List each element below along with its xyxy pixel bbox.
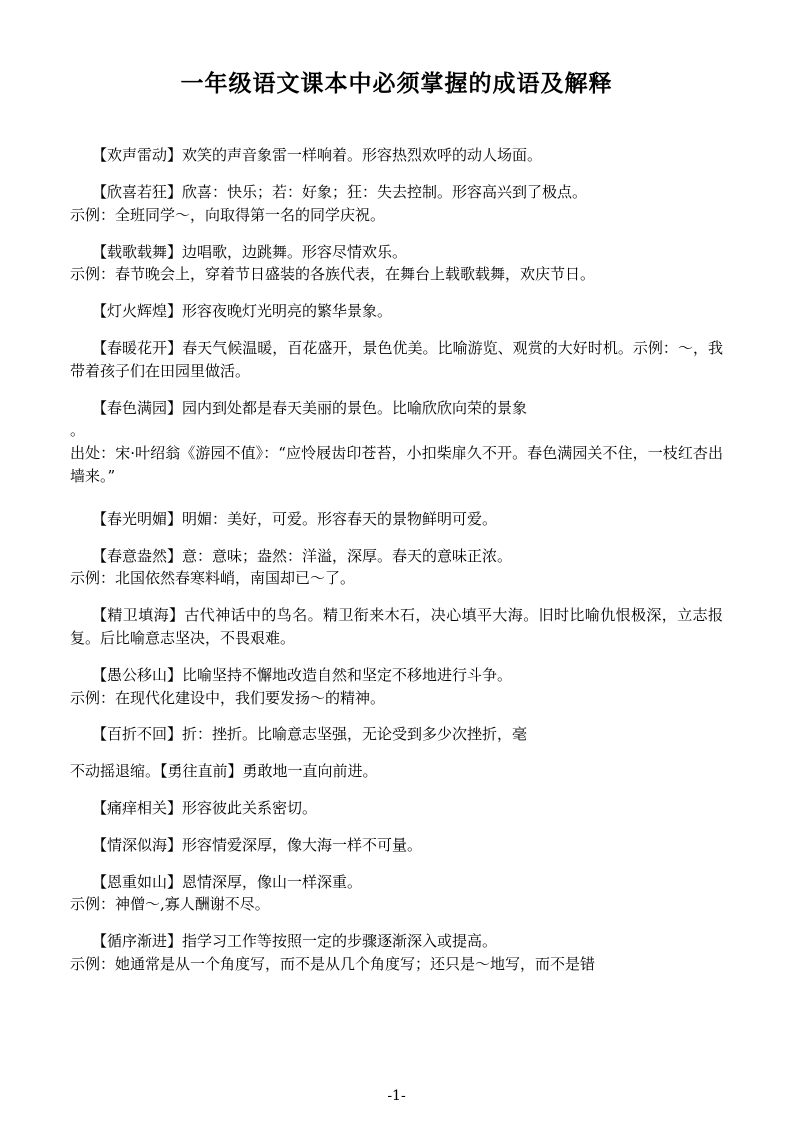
idiom-definition: 【百折不回】折：挫折。比喻意志坚强，无论受到多少次挫折，毫 bbox=[92, 725, 528, 744]
idiom-example: 示例：春节晚会上，穿着节日盛装的各族代表，在舞台上载歌载舞，欢庆节日。 bbox=[70, 265, 596, 284]
idiom-definition: 【精卫填海】古代神话中的鸟名。精卫衔来木石，决心填平大海。旧时比喻仇恨极深，立志报复。后比喻意志坚决，不畏艰难。 bbox=[70, 606, 723, 647]
idiom-example: 。 bbox=[70, 421, 86, 440]
idiom-entry bbox=[70, 604, 723, 650]
idiom-definition: 【愚公移山】比喻坚持不懈地改造自然和坚定不移地进行斗争。 bbox=[92, 665, 513, 684]
idiom-definition: 【恩重如山】恩情深厚，像山一样深重。 bbox=[92, 872, 363, 891]
idiom-entry bbox=[70, 337, 723, 383]
idiom-example: 示例：她通常是从一个角度写，而不是从几个角度写；还只是～地写，而不是错 bbox=[70, 954, 596, 973]
page-title: 一年级语文课本中必须掌握的成语及解释 bbox=[180, 70, 613, 97]
idiom-entry bbox=[70, 664, 723, 710]
idiom-entry bbox=[70, 144, 723, 167]
idiom-entry bbox=[70, 834, 723, 857]
idiom-definition: 【载歌载舞】边唱歌，边跳舞。形容尽情欢乐。 bbox=[92, 242, 408, 261]
idiom-entry bbox=[70, 797, 723, 820]
document-body bbox=[70, 0, 723, 1122]
idiom-example: 示例：在现代化建设中，我们要发扬～的精神。 bbox=[70, 688, 386, 707]
idiom-entry bbox=[70, 181, 723, 227]
idiom-entry bbox=[70, 545, 723, 591]
idiom-definition: 【欢声雷动】欢笑的声音象雷一样响着。形容热烈欢呼的动人场面。 bbox=[92, 146, 543, 165]
idiom-example: 出处：宋·叶绍翁《游园不值》：“应怜屐齿印苍苔，小扣柴扉久不开。春色满园关不住，一枝红杏出墙来。” bbox=[70, 444, 723, 485]
idiom-example: 示例：全班同学～，向取得第一名的同学庆祝。 bbox=[70, 205, 386, 224]
idiom-definition: 【春光明媚】明媚：美好，可爱。形容春天的景物鲜明可爱。 bbox=[92, 509, 498, 528]
idiom-example: 不动摇退缩。【勇往直前】勇敢地一直向前进。 bbox=[70, 762, 378, 781]
idiom-definition: 【欣喜若狂】欣喜：快乐；若：好象；狂：失去控制。形容高兴到了极点。 bbox=[92, 182, 588, 201]
idiom-definition: 【痛痒相关】形容彼此关系密切。 bbox=[92, 798, 318, 817]
idiom-definition: 【循序渐进】指学习工作等按照一定的步骤逐渐深入或提高。 bbox=[92, 932, 498, 951]
idiom-entry bbox=[70, 508, 723, 531]
idiom-example: 示例：神僧～,寡人酬谢不尽。 bbox=[70, 895, 270, 914]
idiom-definition: 【春意盎然】意：意味；盎然：洋溢，深厚。春天的意味正浓。 bbox=[92, 546, 513, 565]
idiom-entry bbox=[70, 397, 723, 488]
idiom-entry bbox=[70, 300, 723, 323]
page-number: -1- bbox=[387, 1088, 406, 1104]
idiom-entry bbox=[70, 760, 723, 783]
idiom-definition: 【春暖花开】春天气候温暖，百花盛开，景色优美。比喻游览、观赏的大好时机。示例：～，我带着孩子们在田园里做活。 bbox=[70, 338, 723, 380]
idiom-example: 示例：北国依然春寒料峭，南国却已～了。 bbox=[70, 569, 356, 588]
idiom-entry bbox=[70, 723, 723, 746]
idiom-entry bbox=[70, 871, 723, 917]
idiom-definition: 【情深似海】形容情爱深厚，像大海一样不可量。 bbox=[92, 835, 423, 854]
idiom-entry bbox=[70, 241, 723, 287]
idiom-entry bbox=[70, 930, 723, 976]
idiom-definition: 【春色满园】园内到处都是春天美丽的景色。比喻欣欣向荣的景象 bbox=[92, 398, 528, 417]
idiom-definition: 【灯火辉煌】形容夜晚灯光明亮的繁华景象。 bbox=[92, 302, 393, 321]
idiom-list bbox=[70, 144, 723, 976]
